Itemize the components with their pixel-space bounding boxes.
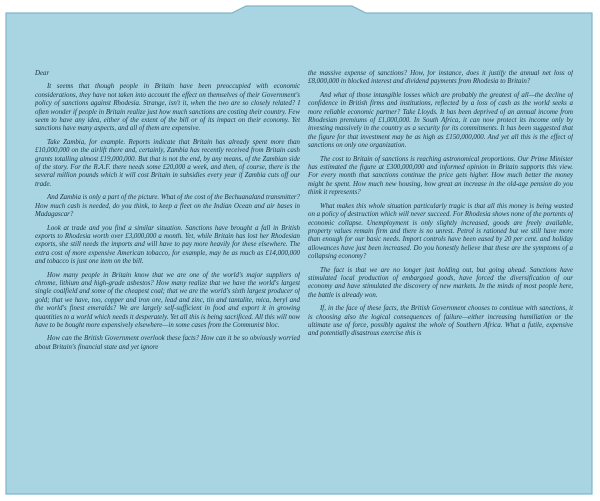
paragraph: How many people in Britain know that we are one of the world's major suppliers of chrome, lithium and high-grade asbestos? How many realize that we have the world's largest single coalfield and some of the cheapest coal; that we are the world's sixth largest producer of gold; that we have, too, copper and iron ore, lead and zinc, tin and tantalite, mica, beryl and the world's finest emeralds? We are largely self-sufficient in food and export it in growing quantities to a world which needs it desperately. Yet all this is being sacrificed. All this will now have to be bought more expensively elsewhere—in some cases from the Communist bloc. <box>35 271 300 329</box>
letter-body <box>25 70 581 488</box>
paragraph: The fact is that we are no longer just holding out, but going ahead. Sanctions have stimulated local production of embargoed goods, have forced the diversification of our economy and have stimulated the discovery of new markets. In the minds of most people here, the battle is already won. <box>308 266 573 299</box>
paragraph: And what of those intangible losses which are probably the greatest of all—the decline of confidence in British firms and institutions, reflected by a loss of cash as the world seeks a more reliable economic partner? Take Lloyds. It has been deprived of an annual income from Rhodesian premiums of £1,000,000. In South Africa, it can now protect its income only by investing massively in the country as a security for its commitments. It has been suggested that the figure for that investment may be as high as £150,000,000. And yet all this is the effect of sanctions on only one organization. <box>308 91 573 150</box>
paragraph: How can the British Government overlook these facts? How can it be so obviously worried about Britain's financial state and yet ignore <box>35 335 300 351</box>
paragraph: The cost to Britain of sanctions is reaching astronomical proportions. Our Prime Minister has estimated the figure at £300,000,000 and informed opinion in Britain supports this view. For every month that sanctions continue the price gets higher. How much better the money might be spent. How much new housing, how great an increase in the old-age pension do you think it represents? <box>308 155 573 197</box>
paragraph: What makes this whole situation particularly tragic is that all this money is being wasted on a policy of destruction which will never succeed. For Rhodesia shows none of the portents of economic collapse. Unemployment is only slightly increased, goods are freely available, property values remain firm and there is no unrest. Petrol is rationed but we still have more than enough for our basic needs. Import controls have been eased by 20 per cent. and holiday allowances have just been increased. Do you honestly believe that these are the symptoms of a collapsing economy? <box>308 202 573 261</box>
right-column <box>308 70 573 488</box>
paragraph: And Zambia is only a part of the picture. What of the cost of the Bechuanaland transmitter? How much cash is needed, do you think, to keep a fleet on the Indian Ocean and air bases in Madagascar? <box>35 194 300 219</box>
paragraph: It seems that though people in Britain have been preoccupied with economic considerations, they have not taken into account the effect on themselves of their Government's policy of sanctions against Rhodesia. Strange, isn't it, when the two are so closely related? I often wonder if people in Britain realize just how much sanctions are costing their country. Few seem to have any idea, either of the extent of the bill or of its impact on their economy. Yet sanctions have many aspects, and all of them are expensive. <box>35 83 300 133</box>
salutation: Dear <box>35 70 50 77</box>
paragraph: the massive expense of sanctions? How, for instance, does it justify the annual net loss of £8,000,000 in blocked interest and dividend payments from Rhodesia to Britain? <box>308 70 573 86</box>
paragraph: If, in the face of these facts, the British Government chooses to continue with sanctions, it is choosing also the logical consequences of failure—either increasing humiliation or the ultimate use of force, possibly against the whole of Southern Africa. What a futile, expensive and potentially disastrous exercise this is <box>308 305 573 338</box>
paragraph: Take Zambia, for example. Reports indicate that Britain has already spent more than £10,000,000 on the airlift there and, certainly, Zambia has recently received from Britain cash grants totalling almost £19,000,000. But that is not the end, by any means, of the Zambian side of the story. For the R.A.F. there needs some £20,000 a week, and then, of course, there is the several million pounds which it will cost Britain in subsidies every year if Zambia cuts off our trade. <box>35 138 300 188</box>
paragraph: Look at trade and you find a similar situation. Sanctions have brought a fall in British exports to Rhodesia worth over £3,000,000 a month. Yet, while Britain has lost her Rhodesian exports, she still needs the imports and will have to pay more heavily for these elsewhere. The extra cost of more expensive American tobacco, for example, may be as much as £14,000,000 and tobacco is just one item on the bill. <box>35 224 300 266</box>
left-column <box>35 70 300 488</box>
